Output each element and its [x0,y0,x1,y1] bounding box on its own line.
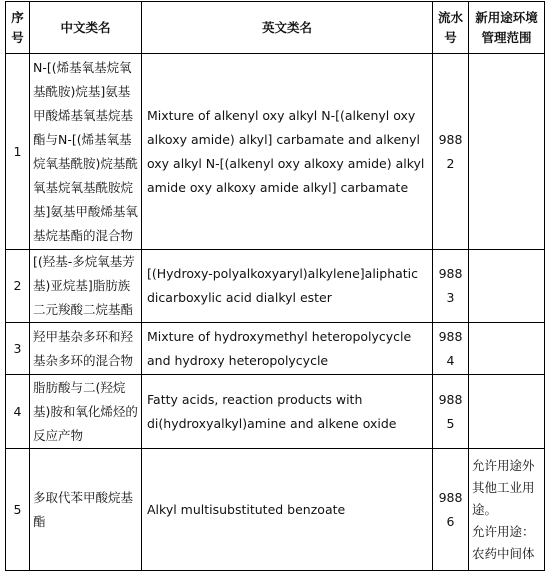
row-scope [469,54,545,250]
table-row [6,54,545,250]
row-cn-name: 脂肪酸与二(羟烷基)胺和氧化烯烃的反应产物 [30,375,142,449]
row-index: 4 [6,375,30,449]
substance-table [5,1,545,571]
header-en-name: 英文类名 [142,2,433,54]
row-cn-name: 羟甲基杂多环和羟基杂多环的混合物 [30,323,142,375]
scope-line-2: 允许用途：农药中间体 [472,523,535,561]
row-index: 5 [6,449,30,571]
table-row [6,323,545,375]
row-en-name: Mixture of hydroxymethyl heteropolycycle and hydroxy heteropolycycle [142,323,433,375]
row-cn-name: 多取代苯甲酸烷基酯 [30,449,142,571]
table-row [6,375,545,449]
row-en-name: Alkyl multisubstituted benzoate [142,449,433,571]
row-cn-name: [(羟基-多烷氧基芳基)亚烷基]脂肪族二元羧酸二烷基酯 [30,250,142,323]
header-row [6,2,545,54]
scope-line-1: 允许用途外其他工业用途。 [472,457,535,517]
row-index: 3 [6,323,30,375]
row-scope [469,323,545,375]
header-index: 序号 [6,2,30,54]
row-en-name: Mixture of alkenyl oxy alkyl N-[(alkenyl oxy alkoxy amide) alkyl] carbamate and alkenyl oxy alkyl N-[(alkenyl oxy alkoxy amide) alkyl amide oxy alkoxy amide alkyl] carbamate [142,54,433,250]
row-en-name: [(Hydroxy-polyalkoxyaryl)alkylene]aliphatic dicarboxylic acid dialkyl ester [142,250,433,323]
row-serial: 9886 [433,449,469,571]
row-serial: 9885 [433,375,469,449]
row-serial: 9883 [433,250,469,323]
table-row [6,250,545,323]
row-serial: 9882 [433,54,469,250]
header-cn-name: 中文类名 [30,2,142,54]
row-cn-name: N-[(烯基氧基烷氧基酰胺)烷基]氨基甲酸烯基氧基烷基酯与N-[(烯基氧基烷氧基酰胺)烷基酰氧基烷氧基酰胺烷基]氨基甲酸烯基氧基烷基酯的混合物 [30,54,142,250]
row-index: 1 [6,54,30,250]
row-en-name: Fatty acids, reaction products with di(hydroxyalkyl)amine and alkene oxide [142,375,433,449]
row-serial: 9884 [433,323,469,375]
table-row [6,449,545,571]
header-serial: 流水号 [433,2,469,54]
row-scope [469,375,545,449]
row-scope [469,449,545,571]
row-scope [469,250,545,323]
header-scope: 新用途环境管理范围 [469,2,545,54]
row-index: 2 [6,250,30,323]
